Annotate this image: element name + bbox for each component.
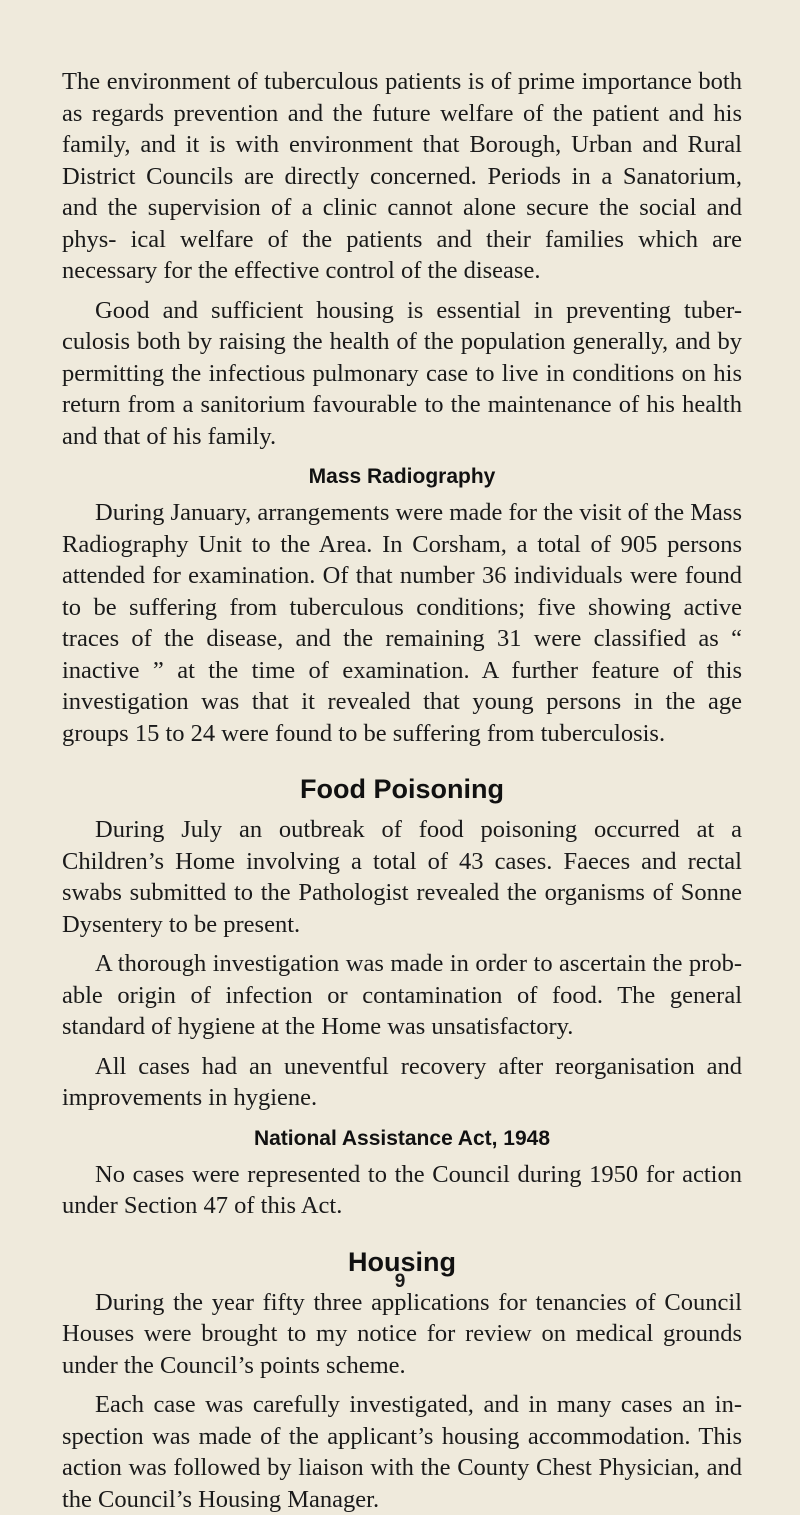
- national-assistance-paragraph: No cases were represented to the Council during 1950 for action under Section 47 of this Act.: [62, 1160, 742, 1219]
- section-heading-mass-radiography: Mass Radiography: [308, 465, 496, 488]
- section-heading-housing: Housing: [348, 1246, 456, 1277]
- document-page: [62, 66, 742, 1515]
- mass-radiography-paragraph: During January, arrangements were made for the visit of the Mass Radiography Unit to the Area. In Corsham, a total of 905 persons attended for examination. Of that number 36 individuals were found to be suffering from tuberculous conditions; five showing active traces of the disease, and the remaining 31 were classified as “ inactive ” at the time of examination. A further feature of this investigation was that it revealed that young persons in the age groups 15 to 24 were found to be suffering from tuberculosis.: [62, 499, 742, 747]
- section-heading-national-assistance: National Assistance Act, 1948: [253, 1126, 551, 1150]
- food-poisoning-paragraph-3: All cases had an uneventful recovery after reorganisation and improvements in hygiene.: [62, 1052, 742, 1111]
- intro-paragraph-1: The environment of tuberculous patients is of prime importance both as regards prevention and the future welfare of the patient and his family, and it is with environment that Borough, Urban and Rural District Councils are directly concerned. Periods in a Sanatorium, and the supervision of a clinic cannot alone secure the social and phys- ical welfare of the patients and their families which are necessary for the effective control of the disease.: [62, 68, 742, 284]
- food-poisoning-paragraph-1: During July an outbreak of food poisoning occurred at a Children’s Home involving a total of 43 cases. Faeces and rectal swabs submitted to the Pathologist revealed the organisms of Sonne Dysentery to be present.: [62, 816, 742, 938]
- section-heading-food-poisoning: Food Poisoning: [300, 774, 504, 804]
- housing-paragraph-1: During the year fifty three applications for tenancies of Council Houses were brought to my notice for review on medical grounds under the Council’s points scheme.: [62, 1288, 742, 1379]
- food-poisoning-paragraph-2: A thorough investigation was made in order to ascertain the prob- able origin of infection or contamination of food. The general standard of hygiene at the Home was unsatisfactory.: [62, 950, 742, 1040]
- page-number: 9: [394, 1271, 406, 1292]
- intro-paragraph-2: Good and sufficient housing is essential in preventing tuber- culosis both by raising the health of the population generally, and by permitting the infectious pulmonary case to live in conditions on his return from a sanitorium favourable to the maintenance of his health and that of his family.: [62, 296, 742, 450]
- housing-paragraph-2: Each case was carefully investigated, and in many cases an in- spection was made of the applicant’s housing accommodation. This action was followed by liaison with the County Chest Physician, and the Council’s Housing Manager.: [62, 1391, 742, 1513]
